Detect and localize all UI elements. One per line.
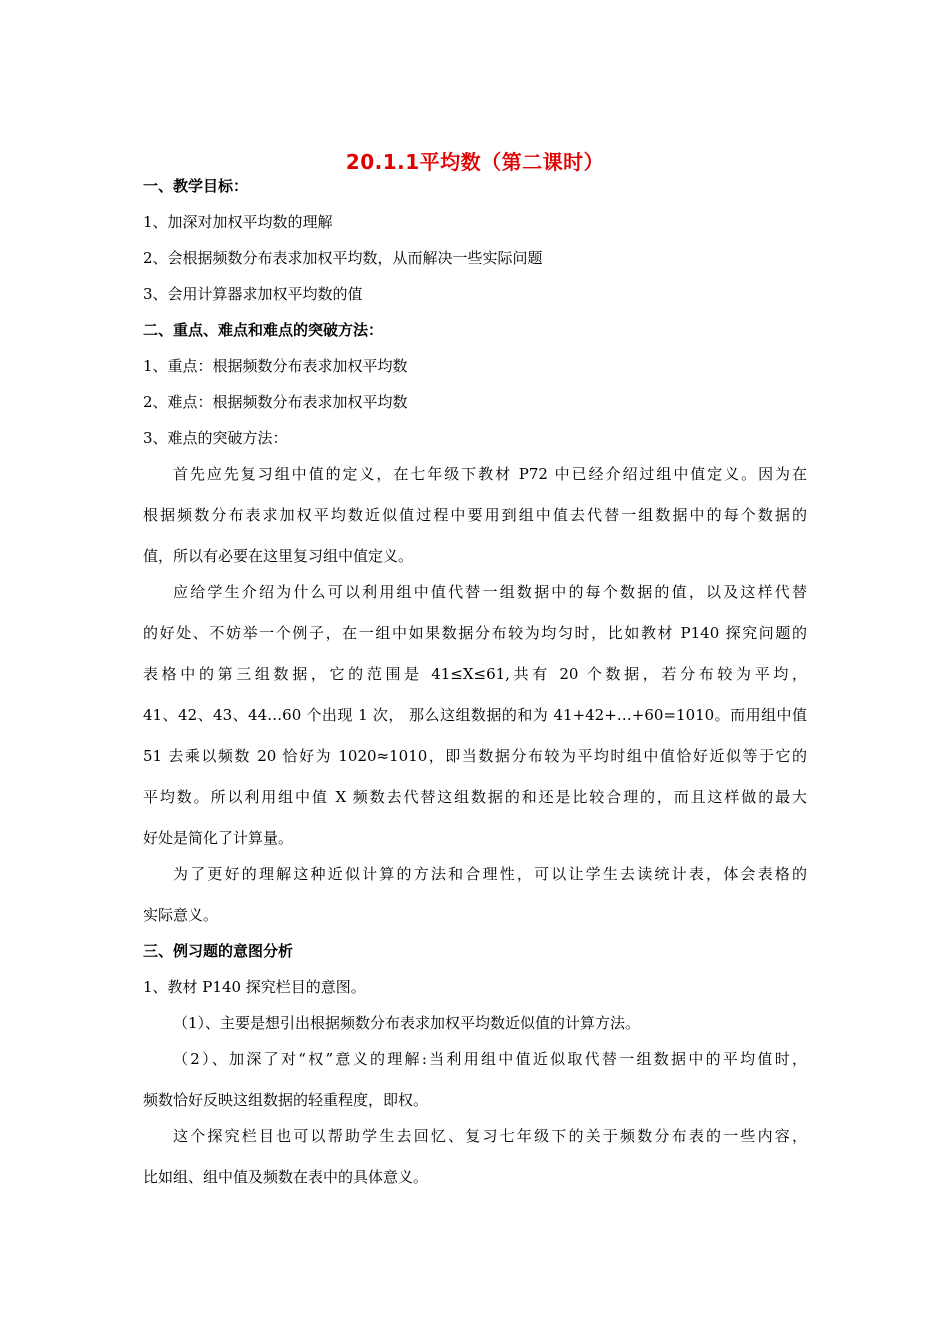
paragraph-line: 首先应先复习组中值的定义，在七年级下教材 P72 中已经介绍过组中值定义。因为在 xyxy=(173,465,807,483)
paragraph-line: 的好处、不妨举一个例子，在一组中如果数据分布较为均匀时，比如教材 P140 探究问题的 xyxy=(143,624,807,642)
paragraph-line: 实际意义。 xyxy=(143,906,219,924)
objective-item-3: 3、会用计算器求加权平均数的值 xyxy=(143,285,363,303)
keypoint-item-1: 1、重点：根据频数分布表求加权平均数 xyxy=(143,357,408,375)
example-item-1: 1、教材 P140 探究栏目的意图。 xyxy=(143,978,366,996)
keypoint-item-2: 2、难点：根据频数分布表求加权平均数 xyxy=(143,393,408,411)
paragraph-line: 表格中的第三组数据，它的范围是 41≤X≤61,共有 20 个数据，若分布较为平均， xyxy=(143,665,807,683)
objective-item-1: 1、加深对加权平均数的理解 xyxy=(143,213,333,231)
keypoint-item-3: 3、难点的突破方法： xyxy=(143,429,288,447)
paragraph-line: 41、42、43、44…60 个出现 1 次， 那么这组数据的和为 41+42+…+60=1010。而用组中值 xyxy=(143,706,807,724)
example-sub-1: （1）、主要是想引出根据频数分布表求加权平均数近似值的计算方法。 xyxy=(173,1014,641,1032)
paragraph-line: 值，所以有必要在这里复习组中值定义。 xyxy=(143,547,414,565)
paragraph-line: 应给学生介绍为什么可以利用组中值代替一组数据中的每个数据的值，以及这样代替 xyxy=(173,583,807,601)
paragraph-line: 这个探究栏目也可以帮助学生去回忆、复习七年级下的关于频数分布表的一些内容， xyxy=(173,1127,807,1145)
paragraph-line: 平均数。所以利用组中值 X 频数去代替这组数据的和还是比较合理的，而且这样做的最大 xyxy=(143,788,807,806)
paragraph-line: 为了更好的理解这种近似计算的方法和合理性，可以让学生去读统计表，体会表格的 xyxy=(173,865,807,883)
objective-item-2: 2、会根据频数分布表求加权平均数，从而解决一些实际问题 xyxy=(143,249,543,267)
document-title: 20.1.1平均数（第二课时） xyxy=(345,150,605,174)
section-heading-objectives: 一、教学目标： xyxy=(143,177,249,195)
section-heading-keypoints: 二、重点、难点和难点的突破方法： xyxy=(143,321,384,339)
section-heading-examples: 三、例习题的意图分析 xyxy=(143,942,294,960)
paragraph-line: 51 去乘以频数 20 恰好为 1020≈1010，即当数据分布较为平均时组中值恰好近似等于它的 xyxy=(143,747,807,765)
paragraph-line: 频数恰好反映这组数据的轻重程度，即权。 xyxy=(143,1091,429,1109)
paragraph-line: （2）、加深了对“权”意义的理解:当利用组中值近似取代替一组数据中的平均值时， xyxy=(173,1050,807,1068)
paragraph-line: 比如组、组中值及频数在表中的具体意义。 xyxy=(143,1168,429,1186)
paragraph-line: 根据频数分布表求加权平均数近似值过程中要用到组中值去代替一组数据中的每个数据的 xyxy=(143,506,807,524)
paragraph-line: 好处是简化了计算量。 xyxy=(143,829,294,847)
